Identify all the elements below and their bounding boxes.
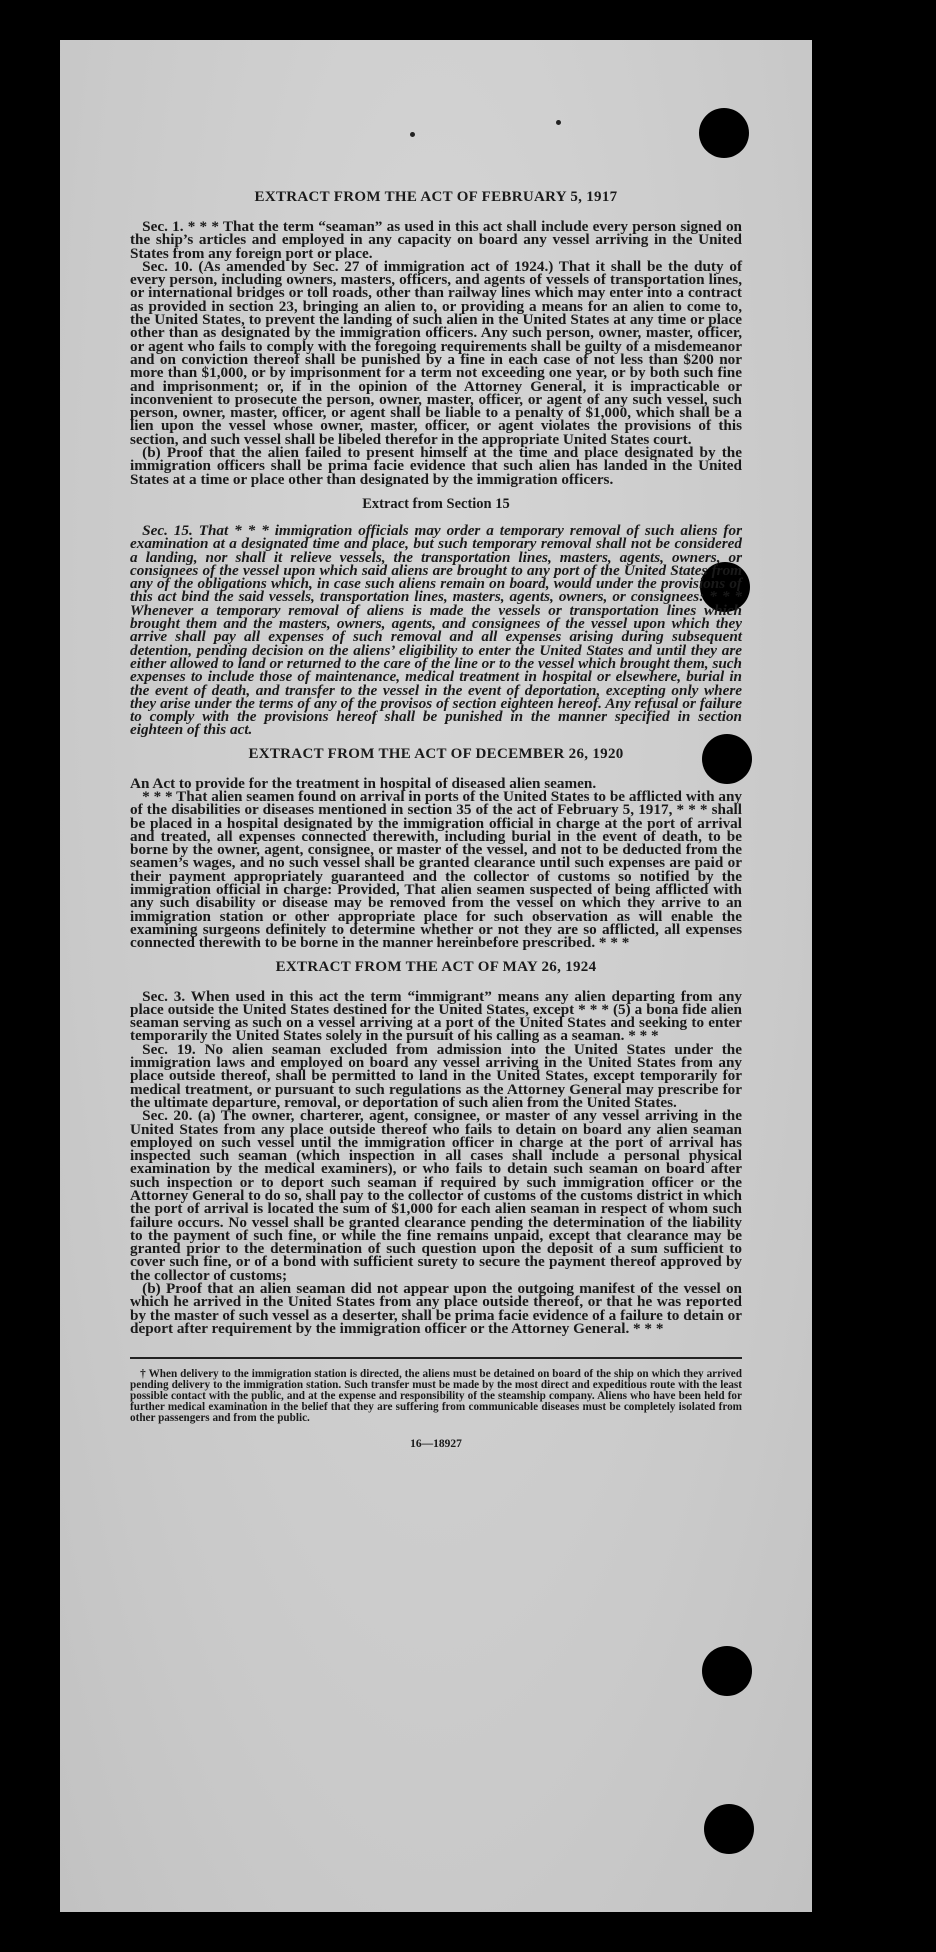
paragraph-sec-20-a: Sec. 20. (a) The owner, charterer, agent, consignee, or master of any vessel arriving in the United States from any place outside thereof who fails to detain on board any alien seaman employed on such vessel until the immigration officer in charge at the port of arrival has inspected such seaman (which inspection in all cases shall include a personal physical examination by the medical examiners), or who fails to detain such seaman on board after such inspection or to deport such seaman if required by such immigration officer or the Attorney General to do so, shall pay to the collector of customs of the customs district in which the port of arrival is located the sum of $1,000 for each alien seaman in respect of whom such failure occurs. No vessel shall be granted clearance pending the determination of the liability to the payment of such fine, or while the fine remains unpaid, except that clearance may be granted prior to the determination of such question upon the deposit of a sum sufficient to cover such fine, or of a bond with sufficient surety to secure the payment thereof approved by the collector of customs;: [130, 1107, 742, 1284]
heading-act-1920: EXTRACT FROM THE ACT OF DECEMBER 26, 1920: [248, 745, 624, 762]
punch-hole-bottom: [704, 1804, 754, 1854]
paragraph-sec-20-b: (b) Proof that an alien seaman did not appear upon the outgoing manifest of the vessel on which he arrived in the United States from any place outside thereof, or that he was reported by the master of such vessel as a deserter, shall be prima facie evidence of a failure to detain or deport after requirement by the immigration officer or the Attorney General. * * *: [130, 1280, 742, 1337]
paragraph-sec-15: Sec. 15. That * * * immigration officials may order a temporary removal of such aliens for examination at a designated time and place, but such temporary removal shall not be considered a landing, nor shall it relieve vessels, the transportation lines, masters, agents, owners, or consignees of the vessel upon which said aliens are brought to any port of the United States from any of the obligations which, in case such aliens remain on board, would under the provisions of this act bind the said vessels, transportation lines, masters, agents, owners, or consignees: * * * Whenever a temporary removal of aliens is made the vessels or transportation lines which brought them and the masters, owners, agents, and consignees of the vessel upon which they arrive shall pay all expenses of such removal and all expenses arising during subsequent detention, pending decision on the aliens’ eligibility to enter the United States and until they are either allowed to land or returned to the care of the line or to the vessel which brought them, such expenses to include those of maintenance, medical treatment in hospital or elsewhere, burial in the event of death, and transfer to the vessel in the event of deportation, excepting only where they arise under the terms of any of the provisos of section eighteen hereof. Any refusal or failure to comply with the provisions hereof shall be punished in the manner specified in section eighteen of this act.: [130, 521, 742, 739]
paragraph-act-title-1920: An Act to provide for the treatment in hospital of diseased alien seamen.: [130, 774, 597, 792]
paragraph-sec-10-b: (b) Proof that the alien failed to present himself at the time and place designated by the immigration officers shall be prima facie evidence that such alien has landed in the United States at a time or place other than designated by the immigration officers.: [130, 444, 742, 488]
footnote: † When delivery to the immigration station is directed, the aliens must be detained on board of the ship on which they arrived pending delivery to the immigration station. Such transfer must be made by the most direct and expeditious route with the least possible contact with the public, and at the expense and responsibility of the steamship company. Aliens who have been held for further medical examination in the belief that they are suffering from communicable diseases must be completely isolated from other passengers and from the public.: [130, 1368, 742, 1425]
paragraph-act-1920-body: * * * That alien seamen found on arrival in ports of the United States to be afflicted with any of the disabilities or diseases mentioned in section 35 of the act of February 5, 1917, * * * shall be placed in a hospital designated by the immigration official in charge at the port of arrival and treated, all expenses connected therewith, including burial in the event of death, to be borne by the owner, agent, consignee, or master of the vessel, and not to be deducted from the seamen’s wages, and no such vessel shall be granted clearance until such expenses are paid or their payment appropriately guaranteed and the collector of customs so notified by the immigration official in charge: Provided, That alien seamen suspected of being afflicted with any such disability or disease may be removed from the vessel on which they arrive to an immigration station or other appropriate place for such observation as will enable the examining surgeons definitely to determine whether or not they are so afflicted, all expenses connected therewith to be borne in the manner hereinbefore prescribed. * * *: [130, 787, 742, 952]
speck-mark: [556, 120, 561, 125]
paragraph-sec-1: Sec. 1. * * * That the term “seaman” as used in this act shall include every person signed on the ship’s articles and employed in any capacity on board any vessel arriving in the United States from any foreign port or place.: [130, 218, 742, 262]
paragraph-sec-19: Sec. 19. No alien seaman excluded from admission into the United States under the immigration laws and employed on board any vessel arriving in the United States from any place outside thereof, shall be permitted to land in the United States, except temporarily for medical treatment, or pursuant to such regulations as the Attorney General may prescribe for the ultimate departure, removal, or deportation of such alien from the United States.: [130, 1040, 742, 1111]
paragraph-sec-3: Sec. 3. When used in this act the term “immigrant” means any alien departing from any place outside the United States destined for the United States, except * * * (5) a bona fide alien seaman serving as such on a vessel arriving at a port of the United States and seeking to enter temporarily the United States solely in the pursuit of his calling as a seaman. * * *: [130, 987, 742, 1045]
paragraph-sec-10: Sec. 10. (As amended by Sec. 27 of immigration act of 1924.) That it shall be the duty of every person, including owners, masters, officers, and agents of vessels of transportation lines, or international bridges or toll roads, other than railway lines which may enter into a contract as provided in section 23, bringing an alien to, or providing a means for an alien to come to, the United States, to prevent the landing of such alien in the United States at any time or place other than as designated by the immigration officers. Any such person, owner, master, officer, or agent who fails to comply with the foregoing requirements shall be guilty of a misdemeanor and on conviction thereof shall be punished by a fine in each case of not less than $200 nor more than $1,000, or by imprisonment for a term not exceeding one year, or by both such fine and imprisonment; or, if in the opinion of the Attorney General, it is impracticable or inconvenient to prosecute the person, owner, master, officer, or agent of any such vessel, such person, owner, master, officer, or agent shall be liable to a penalty of $1,000, which shall be a lien upon the vessel whose owner, master, officer, or agent violates the provisions of this section, and such vessel shall be libeled therefor in the appropriate United States court.: [130, 257, 742, 448]
document-body: [130, 180, 742, 1450]
document-sheet: [60, 40, 812, 1912]
form-number: 16—18927: [410, 1438, 462, 1451]
punch-hole-lower: [702, 1646, 752, 1696]
footnote-divider: [130, 1357, 742, 1359]
heading-act-1917: EXTRACT FROM THE ACT OF FEBRUARY 5, 1917: [254, 189, 618, 205]
heading-section-15: Extract from Section 15: [362, 495, 510, 512]
speck-mark: [410, 132, 415, 137]
punch-hole-top: [699, 108, 749, 158]
heading-act-1924: EXTRACT FROM THE ACT OF MAY 26, 1924: [275, 958, 597, 975]
